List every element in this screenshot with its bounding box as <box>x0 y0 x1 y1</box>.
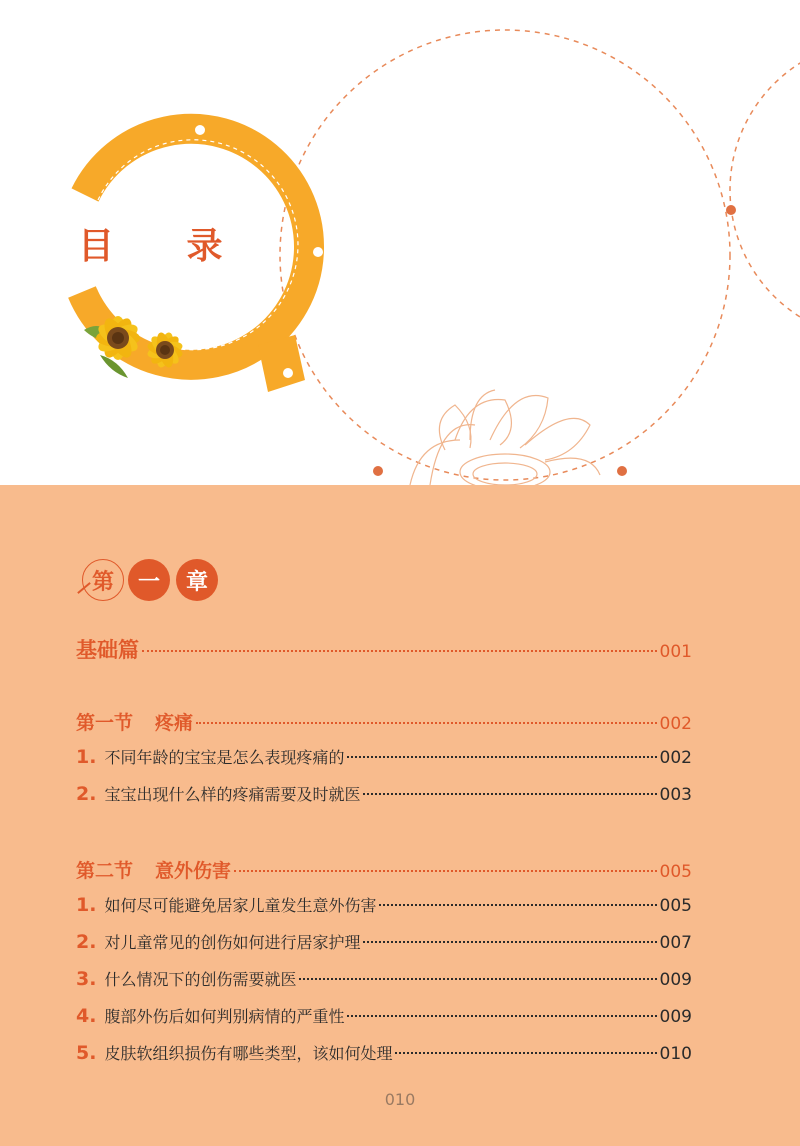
toc-part-label: 基础篇 <box>76 638 139 662</box>
toc-item[interactable] <box>76 967 692 990</box>
toc-item-label: 宝宝出现什么样的疼痛需要及时就医 <box>104 785 361 804</box>
page-title: 目 录 <box>78 226 253 267</box>
toc-item[interactable] <box>76 893 692 916</box>
toc-item[interactable] <box>76 1004 692 1027</box>
toc-item-number: 2. <box>76 783 97 805</box>
chapter-char-yi: 一 <box>128 559 170 601</box>
toc-item-label: 皮肤软组织损伤有哪些类型，该如何处理 <box>104 1044 393 1063</box>
toc-page-number: 005 <box>659 862 692 882</box>
toc-section-title: 意外伤害 <box>155 860 232 882</box>
toc-item-label: 如何尽可能避免居家儿童发生意外伤害 <box>104 896 377 915</box>
toc-item-number: 4. <box>76 1005 97 1027</box>
chapter-char-zhang: 章 <box>176 559 218 601</box>
dot-leader <box>347 1015 656 1017</box>
toc-page-number: 007 <box>659 933 692 953</box>
dot-leader <box>363 793 656 795</box>
toc-page-number: 001 <box>659 642 692 662</box>
dot-leader <box>196 722 657 724</box>
toc-item-number: 1. <box>76 746 97 768</box>
toc-item[interactable] <box>76 782 692 805</box>
toc-item-number: 2. <box>76 931 97 953</box>
dot-leader <box>234 870 657 872</box>
page-number: 010 <box>384 1090 416 1109</box>
toc-item-number: 3. <box>76 968 97 990</box>
toc-page-number: 005 <box>659 896 692 916</box>
toc-section-entry[interactable] <box>76 708 692 735</box>
circle-dot <box>617 466 627 476</box>
circle-dot <box>726 205 736 215</box>
header-area <box>0 0 800 485</box>
toc-section-entry[interactable] <box>76 856 692 883</box>
dot-leader <box>379 904 656 906</box>
toc-item-number: 5. <box>76 1042 97 1064</box>
toc-section-title: 疼痛 <box>155 712 194 734</box>
toc-item[interactable] <box>76 1041 692 1064</box>
dot-leader <box>299 978 656 980</box>
toc-item[interactable] <box>76 930 692 953</box>
dot-leader <box>347 756 656 758</box>
toc-page-number: 010 <box>659 1044 692 1064</box>
toc-page-number: 009 <box>659 970 692 990</box>
toc-item-label: 不同年龄的宝宝是怎么表现疼痛的 <box>104 748 345 767</box>
chapter-char-di: 第 <box>82 559 124 601</box>
sunflower-outline-icon <box>410 390 600 485</box>
toc-item[interactable] <box>76 745 692 768</box>
toc-item-label: 腹部外伤后如何判别病情的严重性 <box>104 1007 345 1026</box>
toc-page-number: 002 <box>659 714 692 734</box>
toc-item-number: 1. <box>76 894 97 916</box>
toc-item-label: 对儿童常见的创伤如何进行居家护理 <box>104 933 361 952</box>
toc-page-number: 009 <box>659 1007 692 1027</box>
toc-page-number: 003 <box>659 785 692 805</box>
circle-dot <box>373 466 383 476</box>
chapter-badge <box>76 555 226 601</box>
dot-leader <box>363 941 656 943</box>
dot-leader <box>142 650 657 652</box>
toc-section-number: 第二节 <box>76 860 134 882</box>
dashed-circle-large <box>280 30 730 480</box>
toc-section-number: 第一节 <box>76 712 134 734</box>
dashed-circle-right <box>730 40 800 340</box>
toc-item-label: 什么情况下的创伤需要就医 <box>104 970 297 989</box>
dot-leader <box>395 1052 656 1054</box>
toc-page-number: 002 <box>659 748 692 768</box>
toc-part-entry[interactable] <box>76 634 692 664</box>
